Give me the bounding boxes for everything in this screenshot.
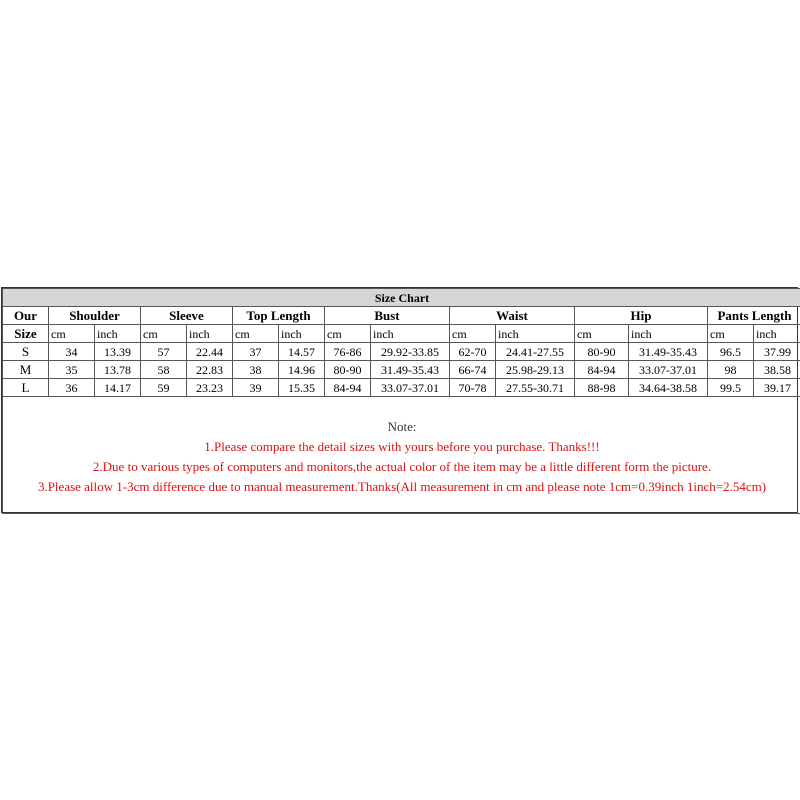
measurement-cell: 80-90: [325, 361, 371, 379]
size-label: M: [3, 361, 49, 379]
measurement-cell: 38.58: [754, 361, 800, 379]
measurement-cell: 36: [49, 379, 95, 397]
size-chart: [1, 287, 798, 513]
size-rows: [3, 343, 800, 397]
size-label: S: [3, 343, 49, 361]
measurement-cell: 35: [49, 361, 95, 379]
measurement-cell: 14.17: [95, 379, 141, 397]
measurement-cell: 31.49-35.43: [371, 361, 450, 379]
unit-inch: inch: [279, 325, 325, 343]
size-table: [2, 288, 800, 514]
header-shoulder: Shoulder: [49, 307, 141, 325]
unit-cm: cm: [233, 325, 279, 343]
measurement-cell: 34: [49, 343, 95, 361]
measurement-cell: 37.99: [754, 343, 800, 361]
size-header-bottom: Size: [3, 325, 49, 343]
measurement-cell: 37: [233, 343, 279, 361]
measurement-cell: 39: [233, 379, 279, 397]
unit-inch: inch: [496, 325, 575, 343]
measurement-cell: 57: [141, 343, 187, 361]
unit-inch: inch: [95, 325, 141, 343]
measurement-cell: 99.5: [708, 379, 754, 397]
measurement-cell: 13.78: [95, 361, 141, 379]
measurement-cell: 14.96: [279, 361, 325, 379]
unit-inch: inch: [754, 325, 800, 343]
header-hip: Hip: [575, 307, 708, 325]
measurement-cell: 70-78: [450, 379, 496, 397]
table-row: [3, 379, 800, 397]
unit-inch: inch: [371, 325, 450, 343]
unit-cm: cm: [450, 325, 496, 343]
measurement-cell: 27.55-30.71: [496, 379, 575, 397]
measurement-cell: 84-94: [575, 361, 629, 379]
measurement-cell: 62-70: [450, 343, 496, 361]
note-title: Note:: [387, 419, 417, 434]
header-bust: Bust: [325, 307, 450, 325]
header-top-length: Top Length: [233, 307, 325, 325]
table-row: [3, 343, 800, 361]
measurement-cell: 13.39: [95, 343, 141, 361]
notes-cell: [3, 397, 800, 514]
table-title: Size Chart: [3, 289, 800, 307]
note-line-2: 2.Due to various types of computers and monitors,the actual color of the item may be a little different form the picture.: [92, 459, 712, 474]
measurement-cell: 96.5: [708, 343, 754, 361]
measurement-cell: 34.64-38.58: [629, 379, 708, 397]
measurement-cell: 31.49-35.43: [629, 343, 708, 361]
size-label: L: [3, 379, 49, 397]
unit-cm: cm: [49, 325, 95, 343]
measurement-cell: 39.17: [754, 379, 800, 397]
measurement-cell: 76-86: [325, 343, 371, 361]
unit-cm: cm: [325, 325, 371, 343]
measurement-cell: 14.57: [279, 343, 325, 361]
unit-cm: cm: [708, 325, 754, 343]
header-pants-length: Pants Length: [708, 307, 800, 325]
measurement-cell: 66-74: [450, 361, 496, 379]
notes: [3, 397, 800, 513]
unit-inch: inch: [187, 325, 233, 343]
measurement-cell: 98: [708, 361, 754, 379]
measurement-cell: 84-94: [325, 379, 371, 397]
measurement-cell: 58: [141, 361, 187, 379]
measurement-cell: 29.92-33.85: [371, 343, 450, 361]
size-header-top: Our: [3, 307, 49, 325]
measurement-cell: 15.35: [279, 379, 325, 397]
measurement-cell: 88-98: [575, 379, 629, 397]
header-sleeve: Sleeve: [141, 307, 233, 325]
measurement-cell: 23.23: [187, 379, 233, 397]
measurement-cell: 33.07-37.01: [371, 379, 450, 397]
measurement-cell: 59: [141, 379, 187, 397]
measurement-cell: 22.83: [187, 361, 233, 379]
unit-cm: cm: [141, 325, 187, 343]
unit-cm: cm: [575, 325, 629, 343]
measurement-cell: 25.98-29.13: [496, 361, 575, 379]
measurement-cell: 24.41-27.55: [496, 343, 575, 361]
measurement-cell: 33.07-37.01: [629, 361, 708, 379]
note-line-3: 3.Please allow 1-3cm difference due to manual measurement.Thanks(All measurement in cm and please note 1cm=0.39inch 1inch=2.54cm): [37, 479, 767, 494]
unit-inch: inch: [629, 325, 708, 343]
measurement-cell: 22.44: [187, 343, 233, 361]
measurement-cell: 38: [233, 361, 279, 379]
note-line-1: 1.Please compare the detail sizes with yours before you purchase. Thanks!!!: [204, 439, 600, 454]
header-waist: Waist: [450, 307, 575, 325]
measurement-cell: 80-90: [575, 343, 629, 361]
table-row: [3, 361, 800, 379]
